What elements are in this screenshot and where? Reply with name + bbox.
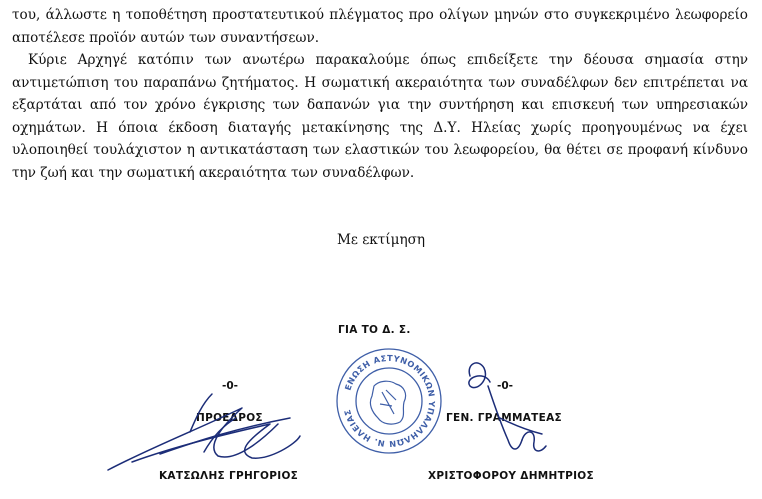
secretary-role: ΓΕΝ. ΓΡΑΜΜΑΤΕΑΣ: [446, 412, 562, 424]
stamp-emblem: [370, 381, 405, 424]
left-signature-marker: -0-: [222, 380, 239, 392]
president-name: ΚΑΤΣΩΛΗΣ ΓΡΗΓΟΡΙΟΣ: [159, 470, 299, 482]
signature-header: ΓΙΑ ΤΟ Δ. Σ.: [338, 324, 411, 336]
secretary-name: ΧΡΙΣΤΟΦΟΡΟΥ ΔΗΜΗΤΡΙΟΣ: [428, 470, 595, 482]
paragraph-continuation: του, άλλωστε η τοποθέτηση προστατευτικού πλέγματος προ ολίγων μηνών στο συγκεκριμένο λεωφορείο αποτέλεσε προϊόν αυτών των συναντήσεων.: [12, 7, 748, 46]
association-stamp: [334, 346, 444, 456]
paragraph-request: Κύριε Αρχηγέ κατόπιν των ανωτέρω παρακαλούμε όπως επιδείξετε την δέουσα σημασία στην αντιμετώπιση του παραπάνω ζητήματος. Η σωματική ακεραιότητα των συναδέλφων δεν επιτρέπεται να εξαρτάται από τον χρόνο έγκρισης των δαπανών για την συντήρηση και επισκευή των υπηρεσιακών οχημάτων. Η όποια έκδοση διαταγής μετακίνησης της Δ.Υ. Ηλείας χωρίς προηγουμένως να έχει υλοποιηθεί τουλάχιστον η αντικατάσταση των ελαστικών του λεωφορείου, θα θέτει σε προφανή κίνδυνο την ζωή και την σωματική ακεραιότητα των συναδέλφων.: [12, 52, 748, 181]
president-role: ΠΡΟΕΔΡΟΣ: [196, 412, 263, 424]
closing-salutation: Με εκτίμηση: [336, 232, 426, 248]
stamp-ring: [337, 349, 441, 453]
right-signature-marker: -0-: [497, 380, 514, 392]
stamp-text: ΕΝΩΣΗ ΑΣΤΥΝΟΜΙΚΩΝ ΥΠΑΛΛΗΛΩΝ Ν. ΗΛΕΙΑΣ: [341, 352, 438, 450]
